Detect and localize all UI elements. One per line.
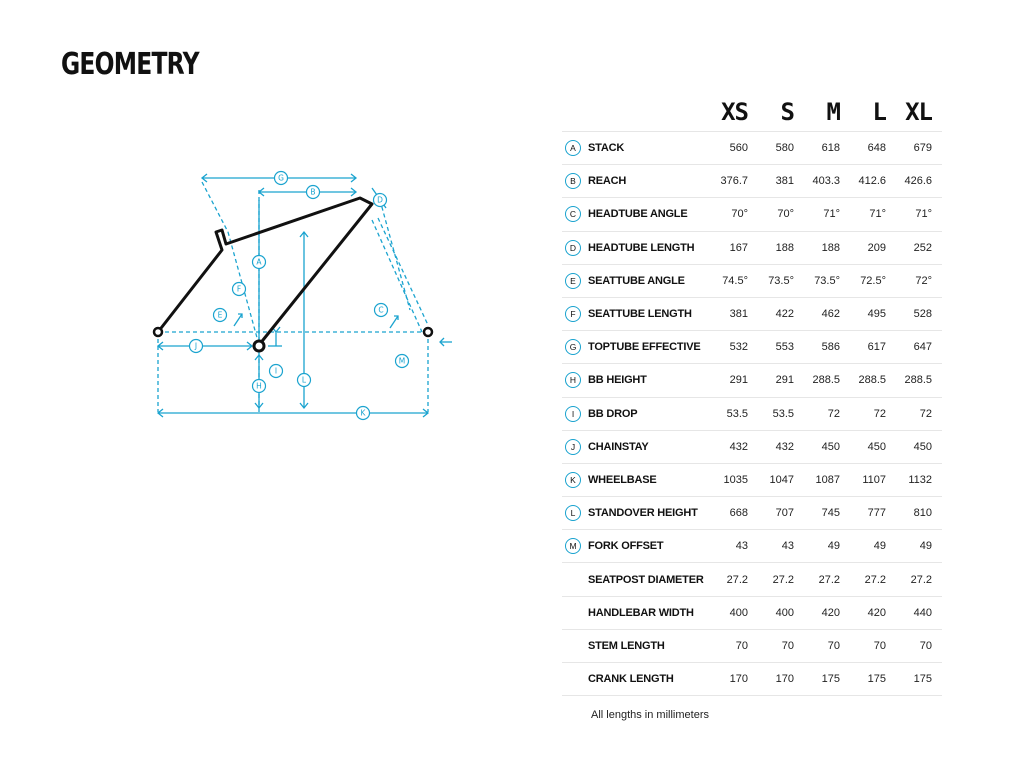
- row-value-l: 777: [850, 497, 896, 530]
- row-value-s: 188: [758, 231, 804, 264]
- size-header-l: L: [872, 97, 886, 126]
- row-label: BB DROP: [588, 397, 712, 430]
- row-value-m: 450: [804, 430, 850, 463]
- row-value-s: 580: [758, 132, 804, 165]
- row-value-xs: 1035: [712, 463, 758, 496]
- row-value-m: 420: [804, 596, 850, 629]
- row-value-xs: 291: [712, 364, 758, 397]
- row-value-s: 43: [758, 530, 804, 563]
- size-header-s: S: [780, 97, 794, 126]
- row-value-s: 291: [758, 364, 804, 397]
- row-label: REACH: [588, 165, 712, 198]
- row-value-xl: 72: [896, 397, 942, 430]
- row-value-m: 188: [804, 231, 850, 264]
- row-value-l: 1107: [850, 463, 896, 496]
- svg-text:B: B: [310, 187, 316, 197]
- row-value-m: 27.2: [804, 563, 850, 596]
- row-badge: L: [565, 505, 581, 521]
- row-label: SEATTUBE ANGLE: [588, 264, 712, 297]
- diagram-label-c: [375, 304, 388, 317]
- row-badge: C: [565, 206, 581, 222]
- row-value-m: 586: [804, 331, 850, 364]
- row-value-s: 422: [758, 297, 804, 330]
- row-value-m: 403.3: [804, 165, 850, 198]
- table-row: [562, 497, 942, 530]
- row-value-l: 72.5°: [850, 264, 896, 297]
- row-value-s: 70: [758, 629, 804, 662]
- row-value-xs: 668: [712, 497, 758, 530]
- row-value-l: 648: [850, 132, 896, 165]
- diagram-label-m: [396, 355, 409, 368]
- row-value-m: 70: [804, 629, 850, 662]
- row-value-xs: 70°: [712, 198, 758, 231]
- table-row: [562, 198, 942, 231]
- row-label: BB HEIGHT: [588, 364, 712, 397]
- row-value-xl: 1132: [896, 463, 942, 496]
- row-label: SEATTUBE LENGTH: [588, 297, 712, 330]
- row-value-xl: 450: [896, 430, 942, 463]
- row-badge: F: [565, 306, 581, 322]
- row-value-l: 288.5: [850, 364, 896, 397]
- row-value-l: 70: [850, 629, 896, 662]
- row-badge: K: [565, 472, 581, 488]
- row-value-xs: 53.5: [712, 397, 758, 430]
- row-value-xs: 43: [712, 530, 758, 563]
- svg-text:D: D: [377, 195, 383, 205]
- row-value-xs: 70: [712, 629, 758, 662]
- row-value-xl: 426.6: [896, 165, 942, 198]
- table-row: [562, 530, 942, 563]
- front-axle: [424, 328, 432, 336]
- row-value-l: 71°: [850, 198, 896, 231]
- row-value-s: 1047: [758, 463, 804, 496]
- size-header-xl: XL: [905, 97, 932, 126]
- row-value-xl: 70: [896, 629, 942, 662]
- diagram-label-g: [275, 172, 288, 185]
- svg-text:M: M: [398, 356, 406, 366]
- row-label: WHEELBASE: [588, 463, 712, 496]
- row-value-l: 72: [850, 397, 896, 430]
- table-row: [562, 331, 942, 364]
- svg-text:G: G: [278, 173, 284, 183]
- row-value-l: 450: [850, 430, 896, 463]
- row-value-xs: 376.7: [712, 165, 758, 198]
- table-row: [562, 132, 942, 165]
- page-title: GEOMETRY: [61, 47, 199, 82]
- row-value-xs: 400: [712, 596, 758, 629]
- row-badge: J: [565, 439, 581, 455]
- row-value-xl: 679: [896, 132, 942, 165]
- diagram-label-l: [298, 374, 311, 387]
- row-value-s: 27.2: [758, 563, 804, 596]
- table-row: [562, 397, 942, 430]
- row-value-m: 49: [804, 530, 850, 563]
- row-badge: D: [565, 240, 581, 256]
- row-value-xl: 72°: [896, 264, 942, 297]
- row-value-s: 73.5°: [758, 264, 804, 297]
- row-value-l: 412.6: [850, 165, 896, 198]
- row-value-m: 73.5°: [804, 264, 850, 297]
- row-badge: I: [565, 406, 581, 422]
- row-value-l: 49: [850, 530, 896, 563]
- row-badge: A: [565, 140, 581, 156]
- row-label: CRANK LENGTH: [588, 663, 712, 696]
- row-value-xl: 288.5: [896, 364, 942, 397]
- size-header-row: [562, 92, 942, 132]
- diagram-label-i: [270, 365, 283, 378]
- rear-axle: [154, 328, 162, 336]
- svg-text:H: H: [256, 381, 262, 391]
- diagram-label-d: [374, 194, 387, 207]
- svg-text:K: K: [360, 408, 366, 418]
- row-value-m: 1087: [804, 463, 850, 496]
- row-value-l: 175: [850, 663, 896, 696]
- svg-text:J: J: [194, 341, 198, 351]
- row-label: STACK: [588, 132, 712, 165]
- diagram-label-a: [253, 256, 266, 269]
- row-value-m: 288.5: [804, 364, 850, 397]
- row-value-xl: 252: [896, 231, 942, 264]
- svg-text:E: E: [217, 310, 223, 320]
- table-row: [562, 629, 942, 662]
- row-value-m: 72: [804, 397, 850, 430]
- svg-text:I: I: [274, 366, 278, 376]
- footnote: All lengths in millimeters: [591, 709, 709, 721]
- geometry-table: [562, 92, 942, 696]
- row-value-xs: 560: [712, 132, 758, 165]
- row-badge: G: [565, 339, 581, 355]
- row-label: CHAINSTAY: [588, 430, 712, 463]
- row-label: STANDOVER HEIGHT: [588, 497, 712, 530]
- row-value-s: 553: [758, 331, 804, 364]
- table-row: [562, 231, 942, 264]
- svg-text:L: L: [301, 375, 307, 385]
- row-value-m: 745: [804, 497, 850, 530]
- svg-text:A: A: [256, 257, 262, 267]
- row-value-xl: 27.2: [896, 563, 942, 596]
- row-badge: H: [565, 372, 581, 388]
- row-value-l: 617: [850, 331, 896, 364]
- row-value-xs: 74.5°: [712, 264, 758, 297]
- row-value-s: 170: [758, 663, 804, 696]
- row-value-m: 175: [804, 663, 850, 696]
- row-value-m: 462: [804, 297, 850, 330]
- row-label: FORK OFFSET: [588, 530, 712, 563]
- svg-text:C: C: [378, 305, 384, 315]
- row-value-l: 209: [850, 231, 896, 264]
- row-value-xl: 49: [896, 530, 942, 563]
- diagram-label-b: [307, 186, 320, 199]
- row-value-l: 420: [850, 596, 896, 629]
- row-label: SEATPOST DIAMETER: [588, 563, 712, 596]
- bike-frame: [158, 198, 372, 345]
- row-value-s: 400: [758, 596, 804, 629]
- table-row: [562, 430, 942, 463]
- row-value-xl: 440: [896, 596, 942, 629]
- row-value-l: 27.2: [850, 563, 896, 596]
- table-row: [562, 264, 942, 297]
- size-header-m: M: [826, 97, 840, 126]
- row-label: HANDLEBAR WIDTH: [588, 596, 712, 629]
- row-value-xl: 647: [896, 331, 942, 364]
- row-value-l: 495: [850, 297, 896, 330]
- row-value-xs: 381: [712, 297, 758, 330]
- row-label: HEADTUBE LENGTH: [588, 231, 712, 264]
- table-row: [562, 463, 942, 496]
- diagram-label-h: [253, 380, 266, 393]
- row-value-s: 53.5: [758, 397, 804, 430]
- row-value-xs: 170: [712, 663, 758, 696]
- row-value-m: 618: [804, 132, 850, 165]
- row-value-xl: 175: [896, 663, 942, 696]
- bottom-bracket: [254, 341, 264, 351]
- diagram-label-j: [190, 340, 203, 353]
- row-value-xs: 27.2: [712, 563, 758, 596]
- row-value-xs: 432: [712, 430, 758, 463]
- row-value-m: 71°: [804, 198, 850, 231]
- row-value-s: 381: [758, 165, 804, 198]
- dimension-lines: [158, 182, 428, 412]
- frame-diagram-svg: [150, 160, 470, 430]
- table-row: [562, 596, 942, 629]
- table-row: [562, 297, 942, 330]
- row-label: TOPTUBE EFFECTIVE: [588, 331, 712, 364]
- row-value-s: 70°: [758, 198, 804, 231]
- row-value-xl: 810: [896, 497, 942, 530]
- svg-text:F: F: [236, 284, 242, 294]
- row-label: STEM LENGTH: [588, 629, 712, 662]
- size-header-xs: XS: [721, 97, 748, 126]
- diagram-label-k: [357, 407, 370, 420]
- row-badge: B: [565, 173, 581, 189]
- row-value-xs: 532: [712, 331, 758, 364]
- table-row: [562, 663, 942, 696]
- row-value-s: 707: [758, 497, 804, 530]
- table-row: [562, 165, 942, 198]
- row-value-s: 432: [758, 430, 804, 463]
- row-badge: M: [565, 538, 581, 554]
- row-value-xl: 71°: [896, 198, 942, 231]
- row-value-xs: 167: [712, 231, 758, 264]
- row-badge: E: [565, 273, 581, 289]
- table-row: [562, 563, 942, 596]
- row-value-xl: 528: [896, 297, 942, 330]
- geometry-diagram: [150, 160, 470, 430]
- diagram-label-f: [233, 283, 246, 296]
- diagram-label-e: [214, 309, 227, 322]
- table-row: [562, 364, 942, 397]
- row-label: HEADTUBE ANGLE: [588, 198, 712, 231]
